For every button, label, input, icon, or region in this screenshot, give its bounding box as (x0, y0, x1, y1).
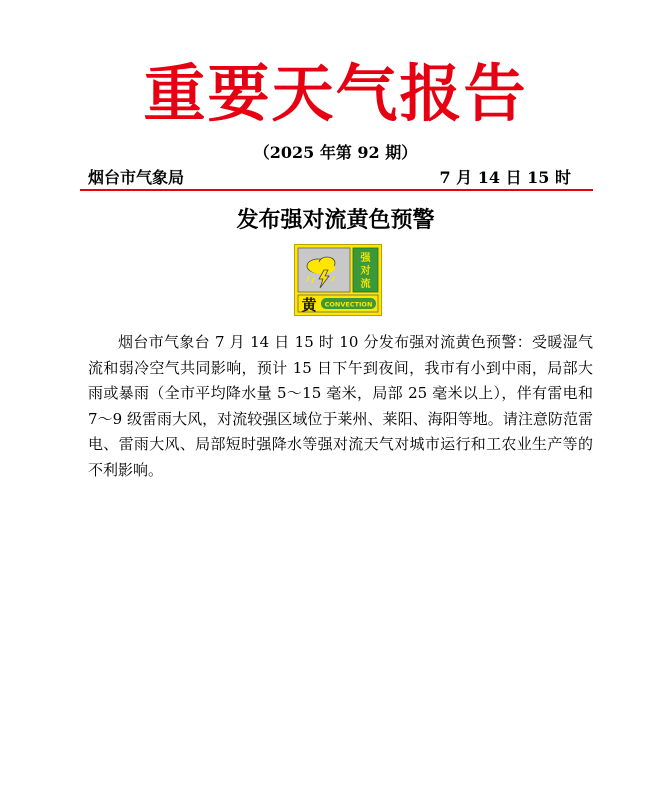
signal-english-label: CONVECTION (324, 300, 373, 309)
warning-content: 烟台市气象台 7 月 14 日 15 时 10 分发布强对流黄色预警：受暖湿气流和弱冷空气共同影响，预计 15 日下午到夜间，我市有小到中雨，局部大雨或暴雨（全市平均降水量 5～15 毫米，局部 25 毫米以上），伴有雷电和 7～9 级雷雨大风，对流较强区域位于莱州、莱阳、海阳等地。请注意防范雷电、雷雨大风、局部短时强降水等强对流天气对城市运行和工农业生产等的不利影响。 (88, 333, 593, 479)
report-meta-row (88, 168, 593, 188)
issue-datetime: 7 月 14 日 15 时 (439, 168, 571, 187)
issue-number: （2025 年第 92 期） (253, 143, 418, 162)
signal-type-char-2: 对 (360, 266, 371, 277)
yellow-convection-warning-signal-icon (294, 244, 382, 316)
signal-level-char: 黄 (301, 296, 317, 314)
header-divider (80, 189, 593, 191)
report-masthead-title: 重要天气报告 (143, 57, 528, 130)
warning-title: 发布强对流黄色预警 (236, 208, 435, 233)
issuer-name: 烟台市气象局 (88, 168, 185, 187)
signal-type-char-3: 流 (360, 279, 371, 290)
signal-type-char-1: 强 (360, 253, 371, 264)
